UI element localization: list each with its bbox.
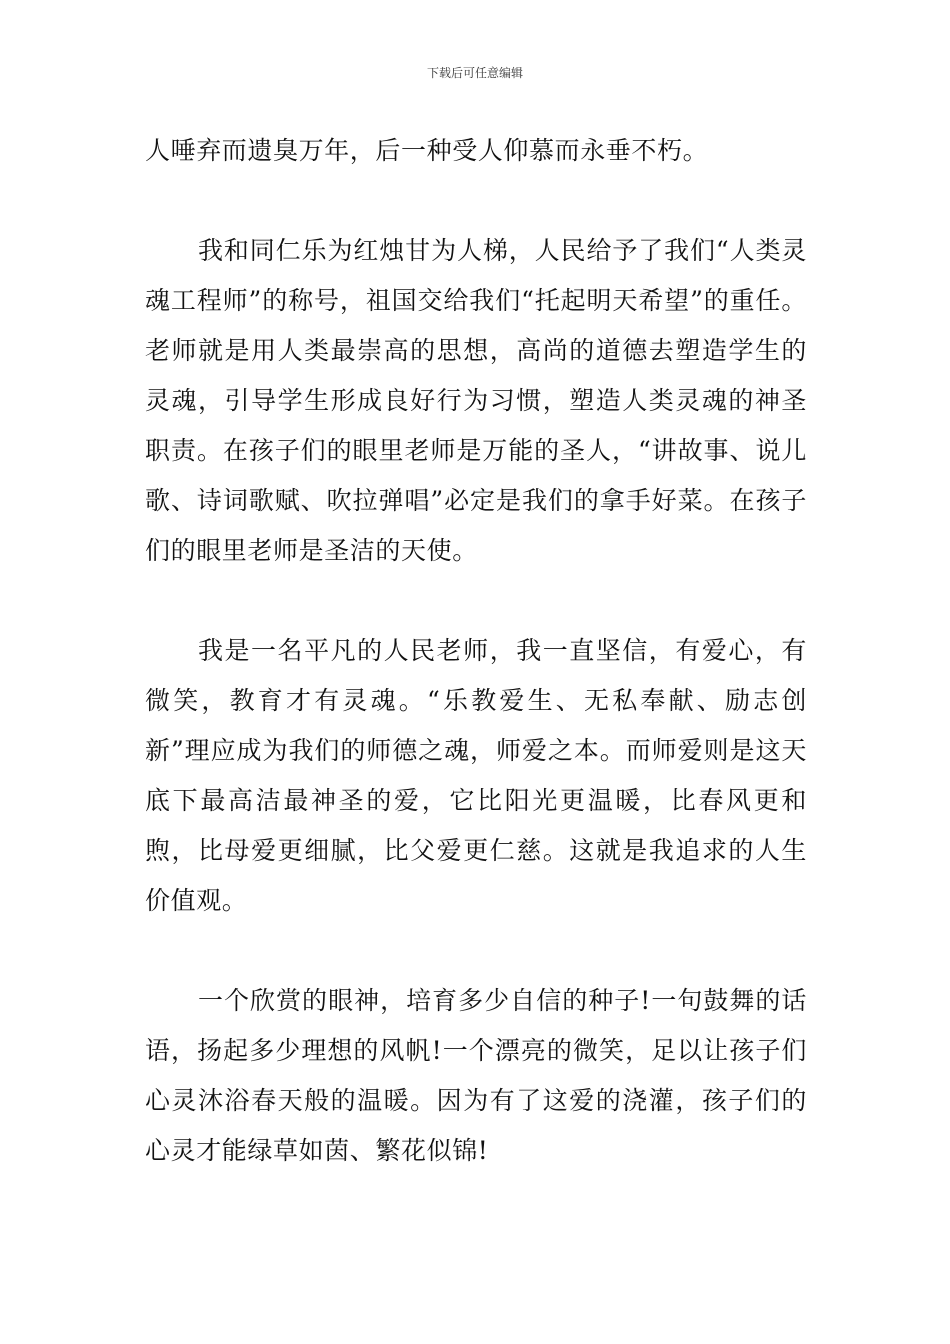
page-header-note: 下载后可任意编辑	[426, 66, 523, 80]
document-body	[145, 126, 807, 1176]
paragraph-teacher-role: 我和同仁乐为红烛甘为人梯，人民给予了我们“人类灵魂工程师”的称号，祖国交给我们“托起明天希望”的重任。老师就是用人类最崇高的思想，高尚的道德去塑造学生的灵魂，引导学生形成良好行为习惯，塑造人类灵魂的神圣职责。在孩子们的眼里老师是万能的圣人，“讲故事、说儿歌、诗词歌赋、吹拉弹唱”必定是我们的拿手好菜。在孩子们的眼里老师是圣洁的天使。	[145, 236, 807, 565]
paragraph-encouragement: 一个欣赏的眼神，培育多少自信的种子!一句鼓舞的话语，扬起多少理想的风帆!一个漂亮的微笑，足以让孩子们心灵沐浴春天般的温暖。因为有了这爱的浇灌，孩子们的心灵才能绿草如茵、繁花似锦!	[145, 986, 807, 1165]
paragraph-continuation: 人唾弃而遗臭万年，后一种受人仰慕而永垂不朽。	[145, 136, 709, 165]
paragraph-teacher-belief: 我是一名平凡的人民老师，我一直坚信，有爱心，有微笑，教育才有灵魂。“乐教爱生、无私奉献、励志创新”理应成为我们的师德之魂，师爱之本。而师爱则是这天底下最高洁最神圣的爱，它比阳光更温暖，比春风更和煦，比母爱更细腻，比父爱更仁慈。这就是我追求的人生价值观。	[145, 636, 807, 915]
